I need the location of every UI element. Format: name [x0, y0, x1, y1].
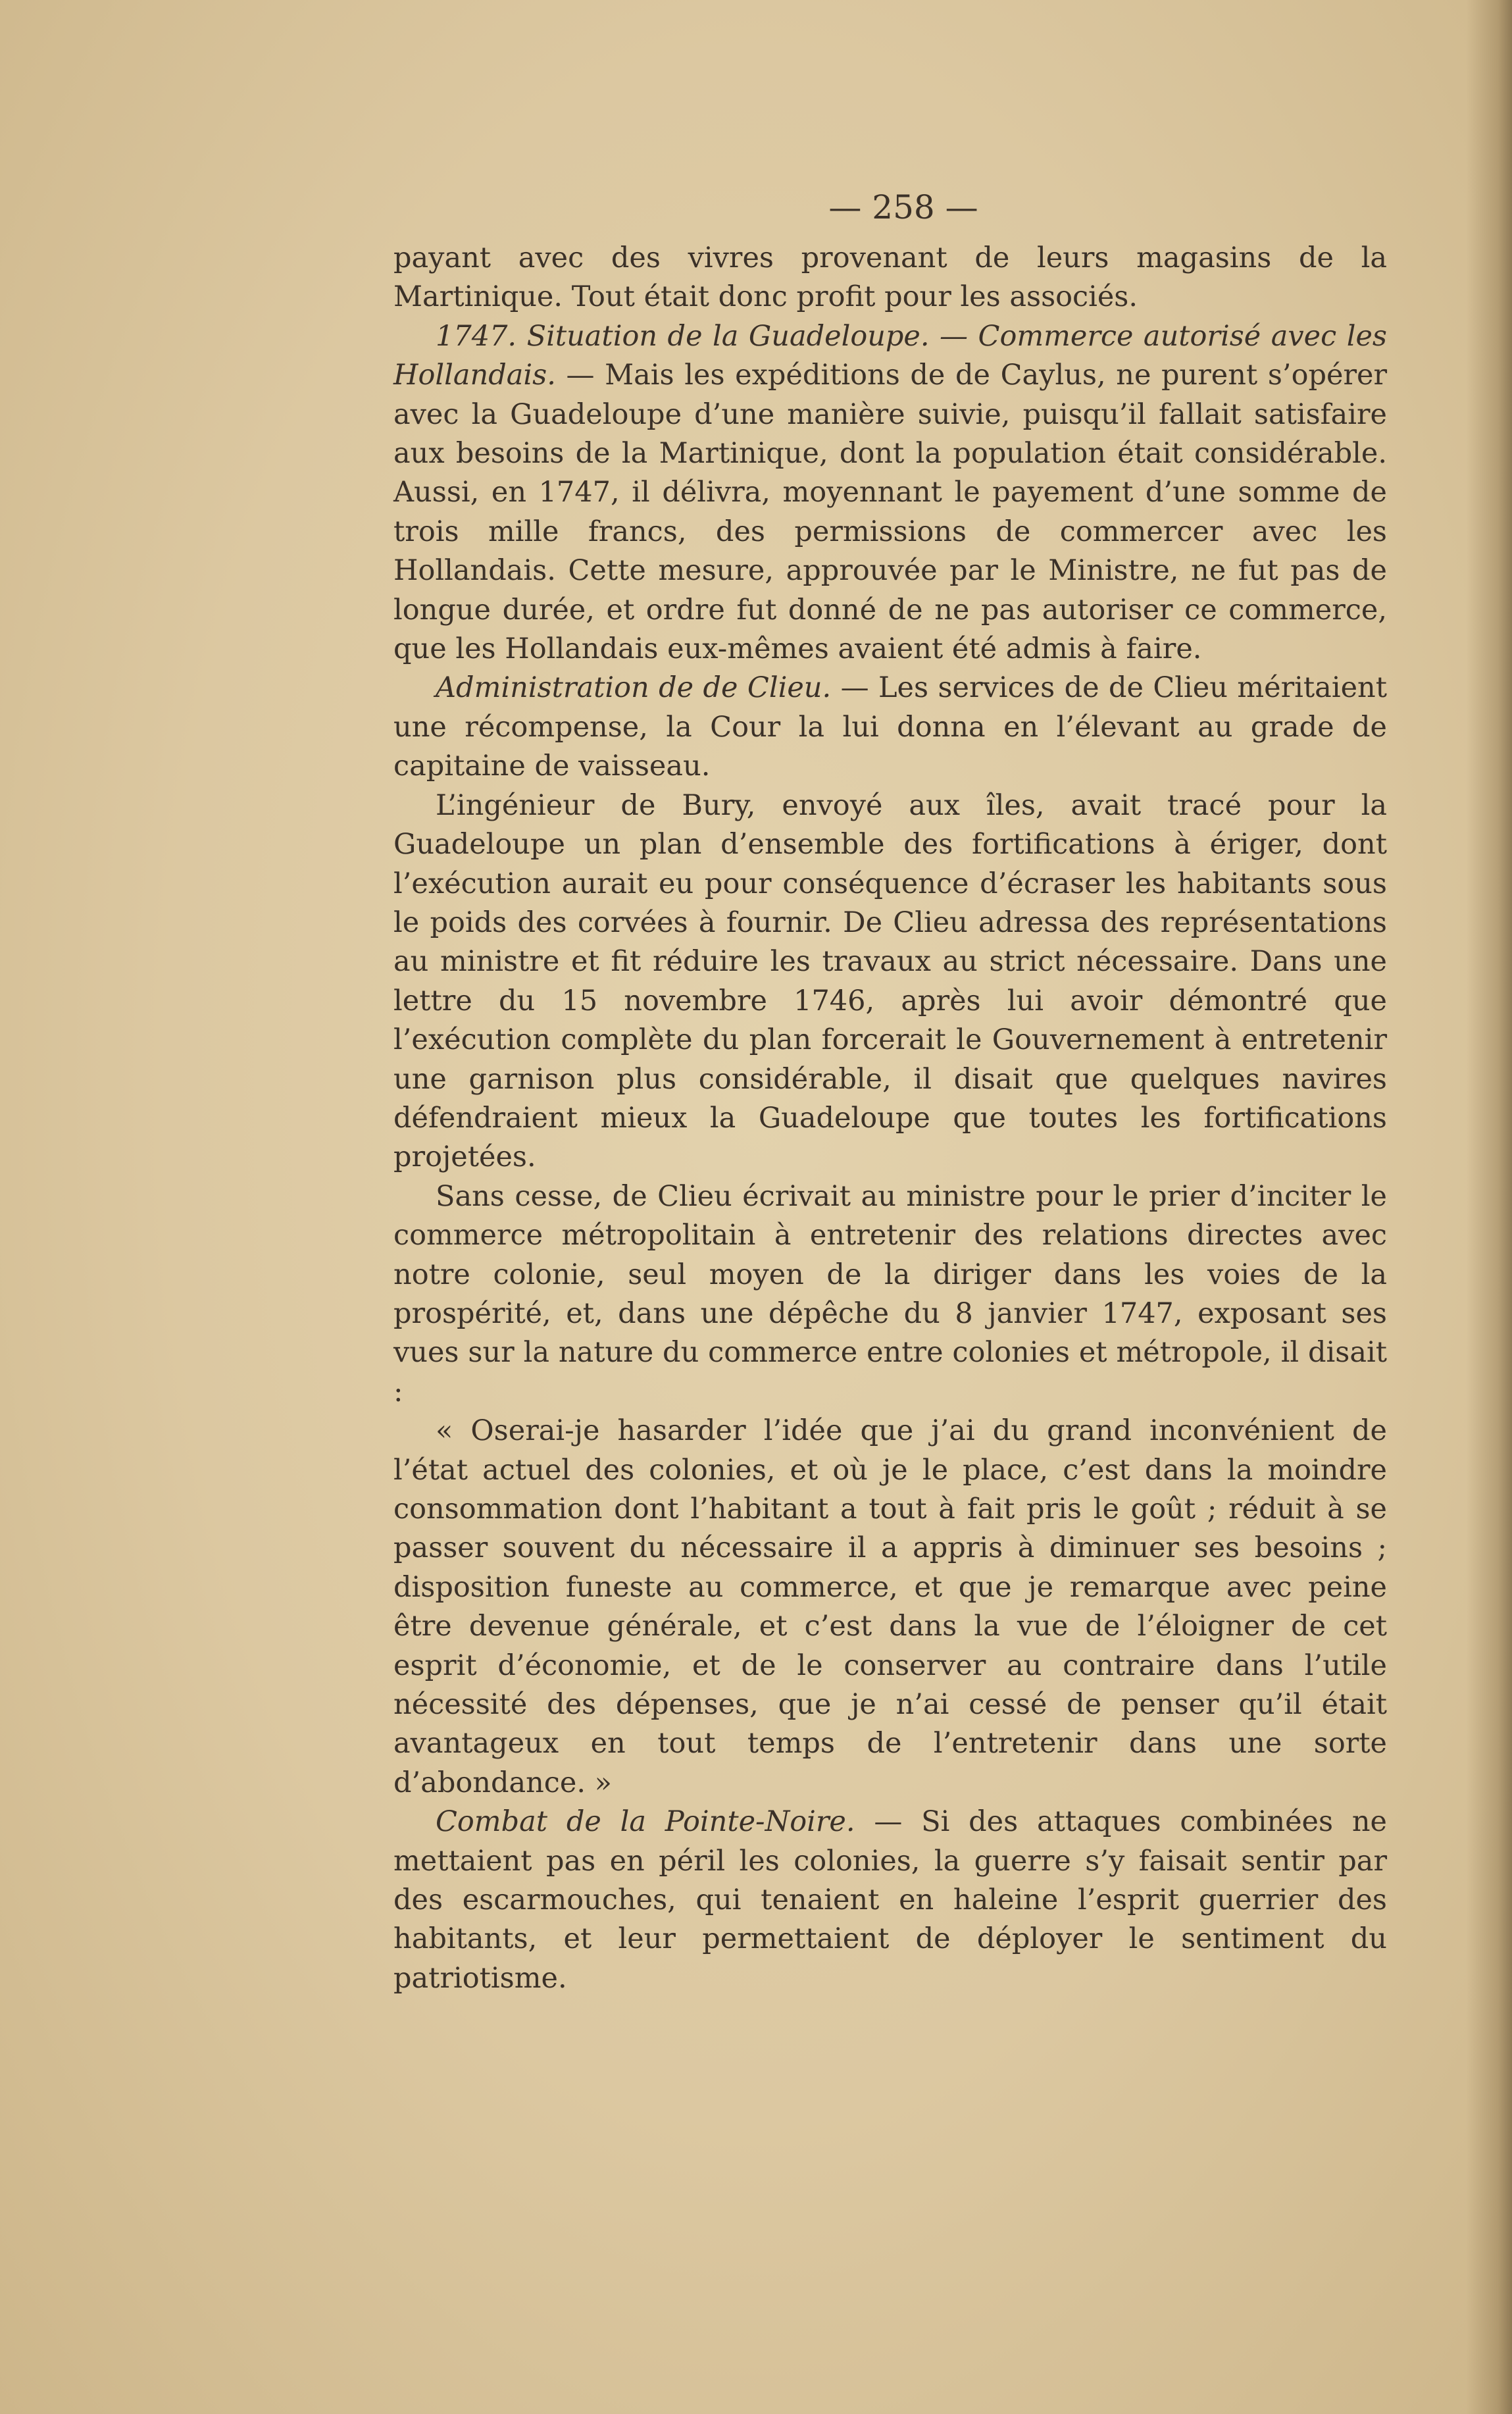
- paragraph-6-text: « Oserai-je hasarder l’idée que j’ai du grand inconvénient de l’état actuel des colonies, et où je le place, c’est dans la moindre consommation dont l’habitant a tout à fait pris le goût ; réduit à se passer souvent du nécessaire il a appris à diminuer ses besoins ; disposition funeste au commerce, et que je remarque avec peine être devenue générale, et c’est dans la vue de l’éloigner de cet esprit d’économie, et de le conserver au contraire dans l’utile nécessité des dépenses, que je n’ai cessé de penser qu’il était avantageux en tout temps de l’entretenir dans une sorte d’abondance. »: [393, 1414, 1387, 1799]
- paragraph-3-text: — Les services de de Clieu méritaient une récompense, la Cour la lui donna en l’élevant au grade de capitaine de vaisseau.: [393, 671, 1387, 783]
- page-edge-shadow: [1466, 0, 1512, 2414]
- paragraph-3-heading: Administration de de Clieu.: [436, 671, 832, 705]
- page-text-block: [393, 181, 1387, 1998]
- paragraph-5-text: Sans cesse, de Clieu écrivait au ministre pour le prier d’inciter le commerce métropolitain à entretenir des relations directes avec notre colonie, seul moyen de la diriger dans les voies de la prospérité, et, dans une dépêche du 8 janvier 1747, exposant ses vues sur la nature du commerce entre colonies et métropole, il disait :: [393, 1179, 1387, 1408]
- paragraph-3: [393, 669, 1387, 786]
- paragraph-2-heading: 1747. Situation de la Guadeloupe. — Commerce autorisé avec les Hollandais.: [393, 319, 1387, 392]
- page-number: — 258 —: [828, 188, 978, 226]
- paragraph-1: [393, 239, 1387, 317]
- paragraph-6: [393, 1412, 1387, 1803]
- paragraph-4-text: L’ingénieur de Bury, envoyé aux îles, avait tracé pour la Guadeloupe un plan d’ensemble des fortifications à ériger, dont l’exécution aurait eu pour conséquence d’écraser les habitants sous le poids des corvées à fournir. De Clieu adressa des représentations au ministre et fit réduire les travaux au strict nécessaire. Dans une lettre du 15 novembre 1746, après lui avoir démontré que l’exécution complète du plan forcerait le Gouvernement à entretenir une garnison plus considérable, il disait que quelques navires défendraient mieux la Guadeloupe que toutes les fortifications projetées.: [393, 788, 1387, 1174]
- paragraph-7-heading: Combat de la Pointe-Noire.: [436, 1805, 855, 1839]
- paragraph-7: [393, 1803, 1387, 1998]
- paragraph-7-text: — Si des attaques combinées ne mettaient pas en péril les colonies, la guerre s’y faisait sentir par des escarmouches, qui tenaient en haleine l’esprit guerrier des habitants, et leur permettaient de déployer le sentiment du patriotisme.: [393, 1805, 1387, 1995]
- paragraph-1-text: payant avec des vivres provenant de leurs magasins de la Martinique. Tout était donc profit pour les associés.: [393, 242, 1387, 314]
- paragraph-2: [393, 317, 1387, 669]
- paragraph-2-text: — Mais les expéditions de de Caylus, ne purent s’opérer avec la Guadeloupe d’une manière suivie, puisqu’il fallait satisfaire aux besoins de la Martinique, dont la population était considérable. Aussi, en 1747, il délivra, moyennant le payement d’une somme de trois mille francs, des permissions de commercer avec les Hollandais. Cette mesure, approuvée par le Ministre, ne fut pas de longue durée, et ordre fut donné de ne pas autoriser ce commerce, que les Hollandais eux-mêmes avaient été admis à faire.: [393, 359, 1387, 666]
- paragraph-4: [393, 786, 1387, 1177]
- paragraph-5: [393, 1177, 1387, 1412]
